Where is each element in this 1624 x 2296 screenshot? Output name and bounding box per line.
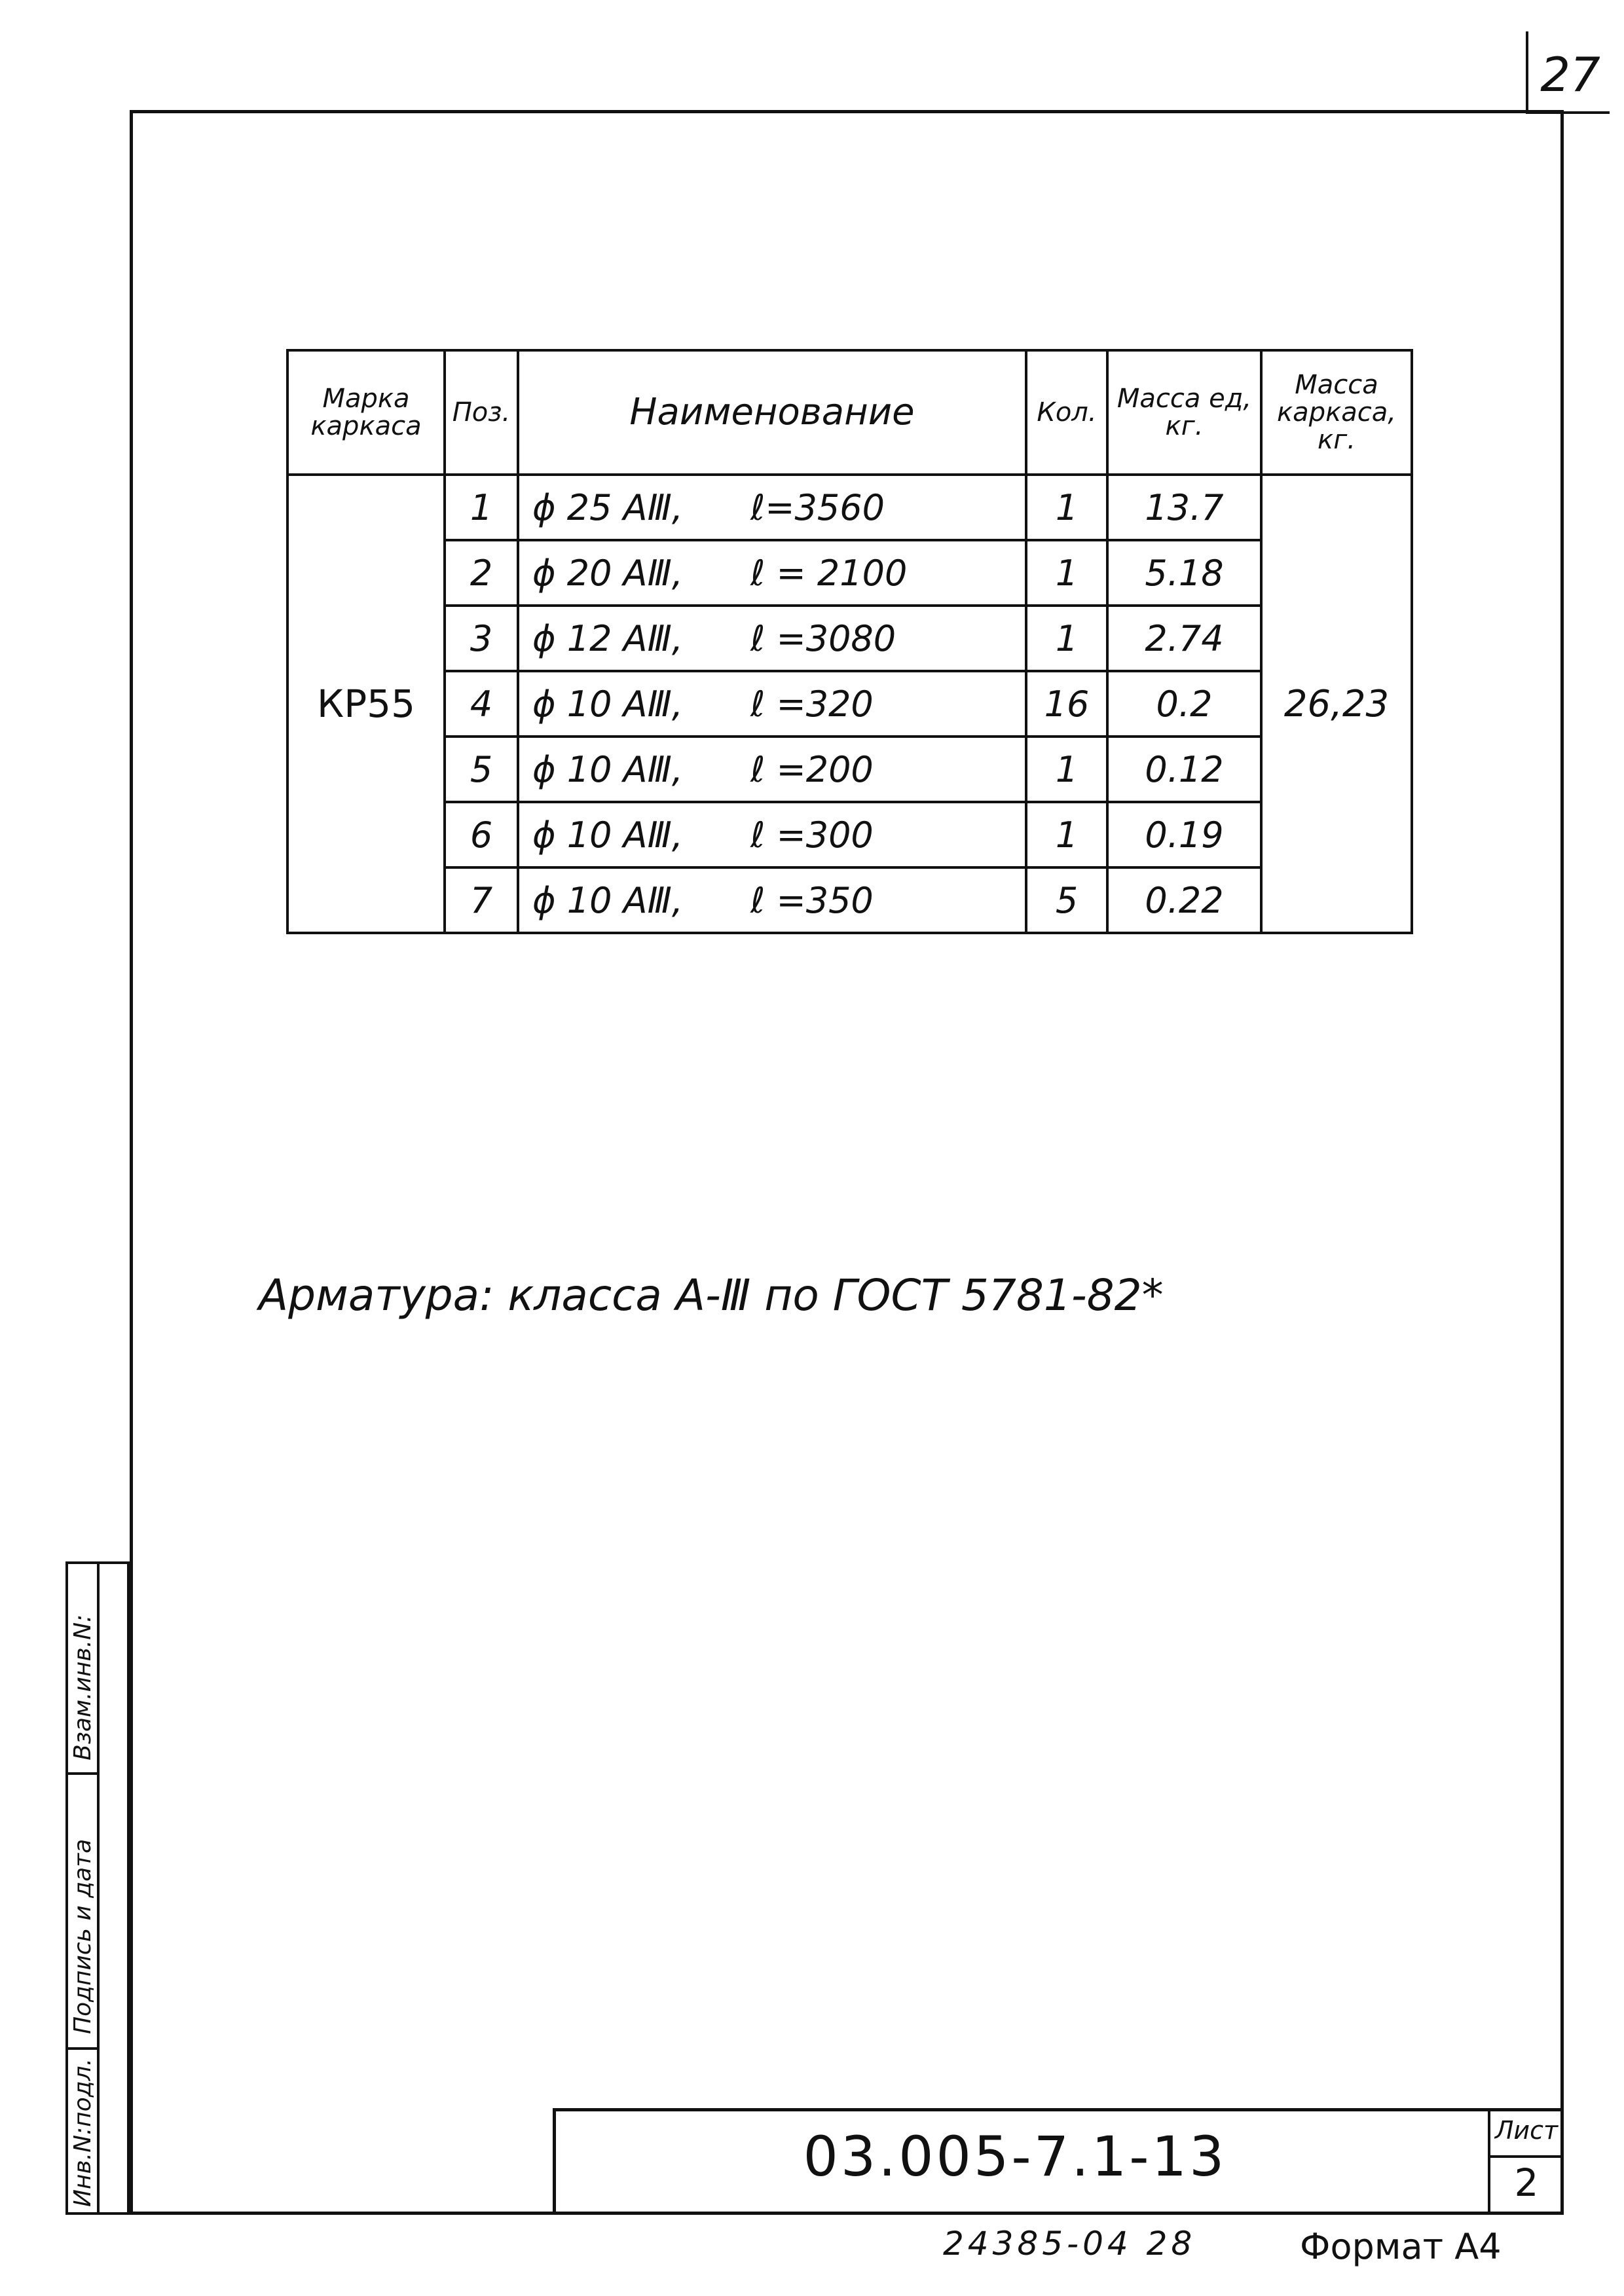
paper-format: Формат А4 — [1300, 2226, 1502, 2267]
side-cell-signature — [68, 1772, 100, 2050]
header-name: Наименование — [518, 350, 1026, 475]
corner-sheet-number: 27 — [1540, 47, 1600, 102]
side-label-exchange: Взам.инв.N: — [69, 1614, 96, 1760]
row-qty: 1 — [1026, 802, 1107, 867]
row-unit-mass: 0.2 — [1107, 671, 1261, 737]
row-pos: 7 — [445, 867, 518, 933]
row-unit-mass: 0.22 — [1107, 867, 1261, 933]
table-row — [287, 737, 1412, 802]
row-name: ϕ 10 АⅢ, ℓ =320 — [518, 671, 1026, 737]
row-pos: 3 — [445, 606, 518, 671]
row-qty: 1 — [1026, 606, 1107, 671]
side-label-inventory: Инв.N:подл. — [69, 2058, 96, 2207]
side-label-signature: Подпись и дата — [69, 1838, 96, 2034]
row-unit-mass: 13.7 — [1107, 475, 1261, 540]
row-name: ϕ 12 АⅢ, ℓ =3080 — [518, 606, 1026, 671]
row-name: ϕ 10 АⅢ, ℓ =300 — [518, 802, 1026, 867]
header-pos: Поз. — [445, 350, 518, 475]
archive-code: 24385-04 28 — [943, 2225, 1196, 2263]
side-stamp — [65, 1561, 130, 2215]
row-qty: 1 — [1026, 737, 1107, 802]
row-name: ϕ 10 АⅢ, ℓ =350 — [518, 867, 1026, 933]
table-row — [287, 475, 1412, 540]
header-frame-mass: Масса каркаса, кг. — [1261, 350, 1412, 475]
row-qty: 1 — [1026, 475, 1107, 540]
row-unit-mass: 0.19 — [1107, 802, 1261, 867]
rebar-spec-table — [286, 349, 1413, 934]
row-qty: 5 — [1026, 867, 1107, 933]
table-row — [287, 802, 1412, 867]
row-name: ϕ 10 АⅢ, ℓ =200 — [518, 737, 1026, 802]
rebar-class-note: Арматура: класса А-Ⅲ по ГОСТ 5781-82* — [259, 1270, 1164, 1321]
header-qty: Кол. — [1026, 350, 1107, 475]
frame-mark: КР55 — [287, 475, 445, 933]
sheet-label: Лист — [1494, 2116, 1559, 2145]
table-header-row — [287, 350, 1412, 475]
table-row — [287, 867, 1412, 933]
header-mark: Марка каркаса — [287, 350, 445, 475]
row-name: ϕ 25 АⅢ, ℓ=3560 — [518, 475, 1026, 540]
sheet-number: 2 — [1514, 2160, 1539, 2205]
frame-total-mass: 26,23 — [1261, 475, 1412, 933]
row-pos: 5 — [445, 737, 518, 802]
table-row — [287, 671, 1412, 737]
row-qty: 1 — [1026, 540, 1107, 606]
row-name: ϕ 20 АⅢ, ℓ = 2100 — [518, 540, 1026, 606]
row-pos: 4 — [445, 671, 518, 737]
row-unit-mass: 5.18 — [1107, 540, 1261, 606]
row-unit-mass: 0.12 — [1107, 737, 1261, 802]
table-row — [287, 606, 1412, 671]
side-cell-inventory — [68, 2047, 100, 2212]
header-unit-mass: Масса ед, кг. — [1107, 350, 1261, 475]
table-row — [287, 540, 1412, 606]
side-cell-exchange — [68, 1564, 100, 1775]
row-pos: 2 — [445, 540, 518, 606]
row-unit-mass: 2.74 — [1107, 606, 1261, 671]
row-qty: 16 — [1026, 671, 1107, 737]
document-code: 03.005-7.1-13 — [803, 2124, 1227, 2189]
row-pos: 1 — [445, 475, 518, 540]
row-pos: 6 — [445, 802, 518, 867]
